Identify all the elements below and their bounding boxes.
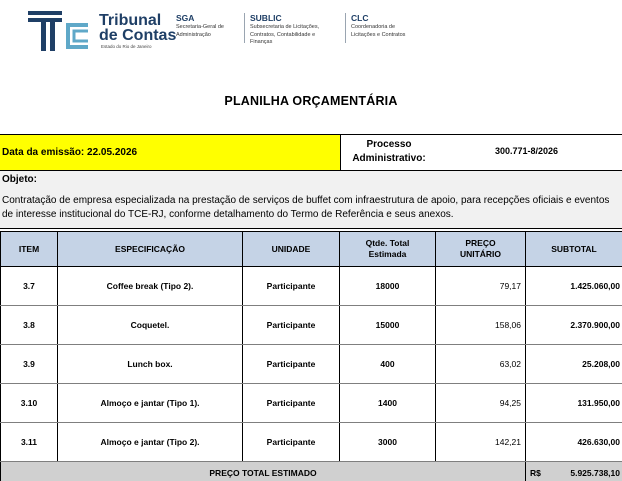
col-header-spec: ESPECIFICAÇÃO — [58, 232, 243, 267]
cell-price: 142,21 — [436, 423, 526, 462]
org-desc: Finanças — [250, 39, 273, 45]
cell-item: 3.11 — [1, 423, 58, 462]
org-clc — [351, 13, 405, 38]
table-row — [1, 423, 622, 462]
process-label — [349, 138, 429, 166]
table-row — [1, 306, 622, 345]
org-sublic — [250, 13, 319, 46]
cell-spec: Almoço e jantar (Tipo 2). — [58, 423, 243, 462]
cell-price: 63,02 — [436, 345, 526, 384]
cell-subtotal: 2.370.900,00 — [526, 306, 622, 345]
header-divider — [244, 13, 245, 43]
col-header-price-line1: PREÇO — [465, 238, 496, 248]
col-header-qty-line2: Estimada — [368, 249, 407, 259]
cell-spec: Lunch box. — [58, 345, 243, 384]
cell-item: 3.7 — [1, 267, 58, 306]
cell-qty: 3000 — [340, 423, 436, 462]
process-number: 300.771-8/2026 — [495, 146, 559, 156]
col-header-qty-line1: Qtde. Total — [365, 238, 410, 248]
org-desc: Administração — [176, 31, 211, 38]
cell-qty: 1400 — [340, 384, 436, 423]
org-code: CLC — [351, 13, 369, 23]
cell-unit: Participante — [243, 423, 340, 462]
cell-subtotal: 426.630,00 — [526, 423, 622, 462]
cell-item: 3.10 — [1, 384, 58, 423]
col-header-item: ITEM — [1, 232, 58, 267]
cell-item: 3.8 — [1, 306, 58, 345]
cell-price: 79,17 — [436, 267, 526, 306]
cell-qty: 18000 — [340, 267, 436, 306]
org-desc: Contratos, Contabilidade e — [250, 31, 316, 38]
total-label: PREÇO TOTAL ESTIMADO — [1, 462, 526, 481]
table-header-row — [1, 232, 622, 267]
page-title: PLANILHA ORÇAMENTÁRIA — [224, 94, 398, 108]
cell-subtotal: 1.425.060,00 — [526, 267, 622, 306]
letterhead — [0, 0, 622, 62]
object-section — [0, 171, 622, 229]
cell-spec: Coquetel. — [58, 306, 243, 345]
logo-subtitle: Estado do Rio de Janeiro — [101, 44, 152, 49]
budget-table — [0, 231, 622, 481]
org-desc: Licitações e Contratos — [351, 31, 406, 38]
cell-qty: 400 — [340, 345, 436, 384]
cell-unit: Participante — [243, 345, 340, 384]
total-value-cell — [526, 462, 622, 481]
table-row — [1, 345, 622, 384]
table-row — [1, 384, 622, 423]
process-label-line2: Administrativo: — [352, 153, 426, 164]
total-currency: R$ — [530, 467, 541, 478]
cell-spec: Almoço e jantar (Tipo 1). — [58, 384, 243, 423]
cell-qty: 15000 — [340, 306, 436, 345]
org-code: SGA — [176, 13, 195, 23]
col-header-qty — [340, 232, 436, 267]
cell-unit: Participante — [243, 267, 340, 306]
org-desc: Secretaria-Geral de — [176, 24, 224, 30]
object-label: Objeto: — [2, 174, 37, 185]
org-code: SUBLIC — [250, 13, 282, 23]
cell-item: 3.9 — [1, 345, 58, 384]
logo-title-line2: de Contas — [99, 27, 177, 44]
col-header-price — [436, 232, 526, 267]
cell-unit: Participante — [243, 306, 340, 345]
tce-logo-icon — [28, 11, 92, 51]
cell-spec: Coffee break (Tipo 2). — [58, 267, 243, 306]
process-label-line1: Processo — [366, 139, 412, 150]
col-header-price-line2: UNITÁRIO — [459, 249, 502, 259]
cell-subtotal: 25.208,00 — [526, 345, 622, 384]
cell-unit: Participante — [243, 384, 340, 423]
object-description: Contratação de empresa especializada na prestação de serviços de buffet com infraestrutura de apoio, para recepções oficiais e eventos de interesse institucional do TCE-RJ, conforme detalhamento do Termo de Referência e seus anexos. — [2, 195, 610, 220]
logo-title-line1: Tribunal — [99, 12, 162, 29]
org-desc: Coordenadoria de — [351, 24, 396, 30]
total-value: 5.925.738,10 — [570, 467, 620, 478]
info-bar — [0, 134, 622, 171]
emission-date: Data da emissão: 22.05.2026 — [0, 135, 341, 170]
cell-subtotal: 131.950,00 — [526, 384, 622, 423]
col-header-subtotal: SUBTOTAL — [526, 232, 622, 267]
cell-price: 158,06 — [436, 306, 526, 345]
header-divider — [345, 13, 346, 43]
table-row — [1, 267, 622, 306]
col-header-unit: UNIDADE — [243, 232, 340, 267]
cell-price: 94,25 — [436, 384, 526, 423]
logo-title — [99, 13, 176, 43]
org-sga — [176, 13, 224, 38]
total-row — [1, 462, 622, 481]
org-desc: Subsecretaria de Licitações, — [250, 24, 320, 30]
